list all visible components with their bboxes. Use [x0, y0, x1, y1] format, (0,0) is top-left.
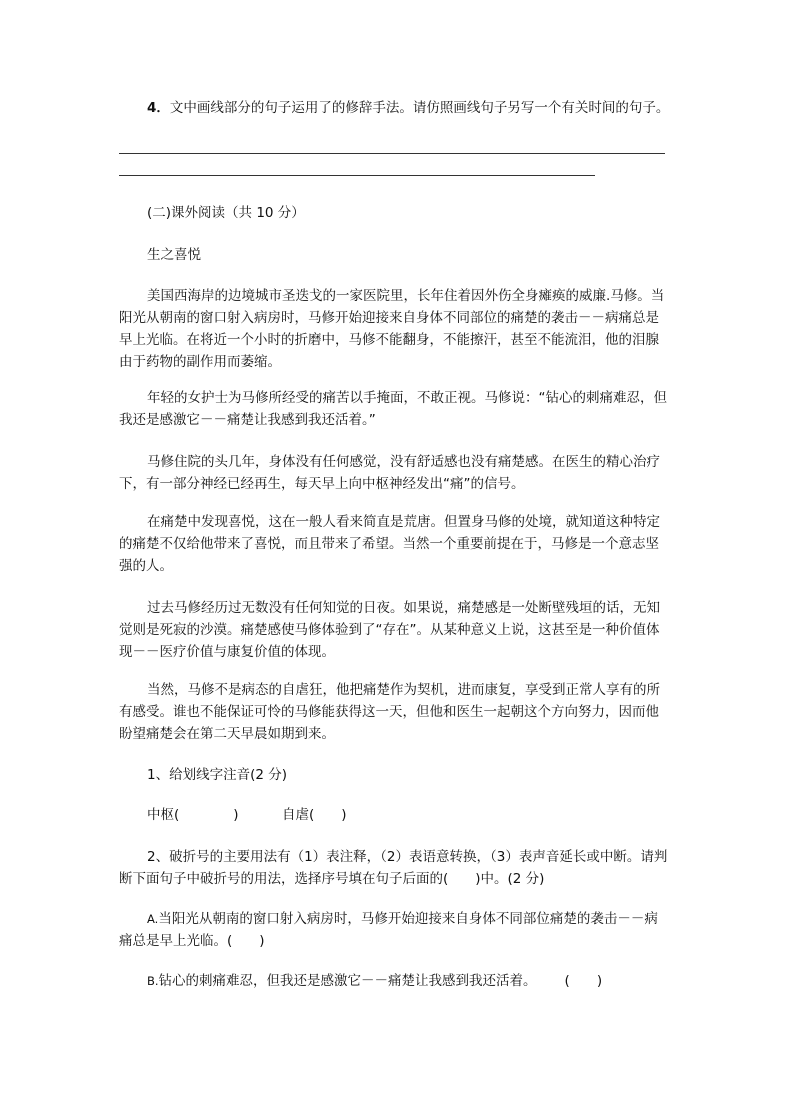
- option-a-label: A.: [147, 912, 159, 926]
- question-1-prompt: 1、给划线字注音(2 分): [147, 767, 288, 783]
- option-b-blank: ( ): [564, 973, 603, 989]
- question-1-item-2: 自虐( ): [282, 807, 347, 823]
- option-b-label: B.: [147, 974, 159, 988]
- section-heading: (二)课外阅读（共 10 分）: [147, 205, 305, 221]
- question-4: [119, 97, 671, 119]
- passage-paragraph-4: 在痛楚中发现喜悦，这在一般人看来简直是荒唐。但置身马修的处境，就知道这种特定的痛楚不仅给他带来了喜悦，而且带来了希望。当然一个重要前提在于，马修是一个意志坚强的人。: [119, 514, 660, 574]
- passage-paragraph-2: 年轻的女护士为马修所经受的痛苦以手掩面，不敢正视。马修说：“钻心的刺痛难忍，但我还是感激它－－痛楚让我感到我还活着。”: [119, 390, 667, 428]
- passage-paragraph-1: 美国西海岸的边境城市圣迭戈的一家医院里，长年住着因外伤全身瘫痪的威廉.马修。当阳光从朝南的窗口射入病房时，马修开始迎接来自身体不同部位的痛楚的袭击－－病痛总是早上光临。在将近一个小时的折磨中，马修不能翻身，不能擦汗，甚至不能流泪，他的泪腺由于药物的副作用而萎缩。: [119, 288, 665, 370]
- question-4-text: 文中画线部分的句子运用了的修辞手法。请仿照画线句子另写一个有关时间的句子。: [169, 100, 670, 116]
- question-2-prompt: 2、破折号的主要用法有（1）表注释，（2）表语意转换，（3）表声音延长或中断。请判断下面句子中破折号的用法，选择序号填在句子后面的( )中。(2 分): [119, 849, 668, 887]
- option-a-text: 当阳光从朝南的窗口射入病房时，马修开始迎接来自身体不同部位痛楚的袭击－－病痛总是早上光临。( ): [119, 911, 658, 949]
- passage-paragraph-6: 当然，马修不是病态的自虐狂，他把痛楚作为契机，进而康复，享受到正常人享有的所有感受。谁也不能保证可怜的马修能获得这一天，但他和医生一起朝这个方向努力，因而他盼望痛楚会在第二天早晨如期到来。: [119, 682, 660, 742]
- passage-paragraph-3: 马修住院的头几年，身体没有任何感觉，没有舒适感也没有痛楚感。在医生的精心治疗下，有一部分神经已经再生，每天早上向中枢神经发出“痛”的信号。: [119, 454, 660, 492]
- question-2-option-b: [147, 970, 671, 992]
- passage-title: 生之喜悦: [147, 247, 201, 263]
- passage-paragraph-5: 过去马修经历过无数没有任何知觉的日夜。如果说，痛楚感是一处断壁残垣的话，无知觉则是死寂的沙漠。痛楚感使马修体验到了“存在”。从某种意义上说，这甚至是一种价值体现－－医疗价值与康复价值的体现。: [119, 600, 660, 660]
- option-b-text: 钻心的刺痛难忍，但我还是感激它－－痛楚让我感到我还活着。: [158, 973, 537, 989]
- question-2-option-a: [119, 908, 671, 952]
- question-4-number: 4．: [147, 100, 170, 116]
- answer-line-2[interactable]: [119, 175, 595, 176]
- answer-line-1[interactable]: [119, 153, 665, 154]
- question-1-item-1: 中枢( ): [147, 807, 239, 823]
